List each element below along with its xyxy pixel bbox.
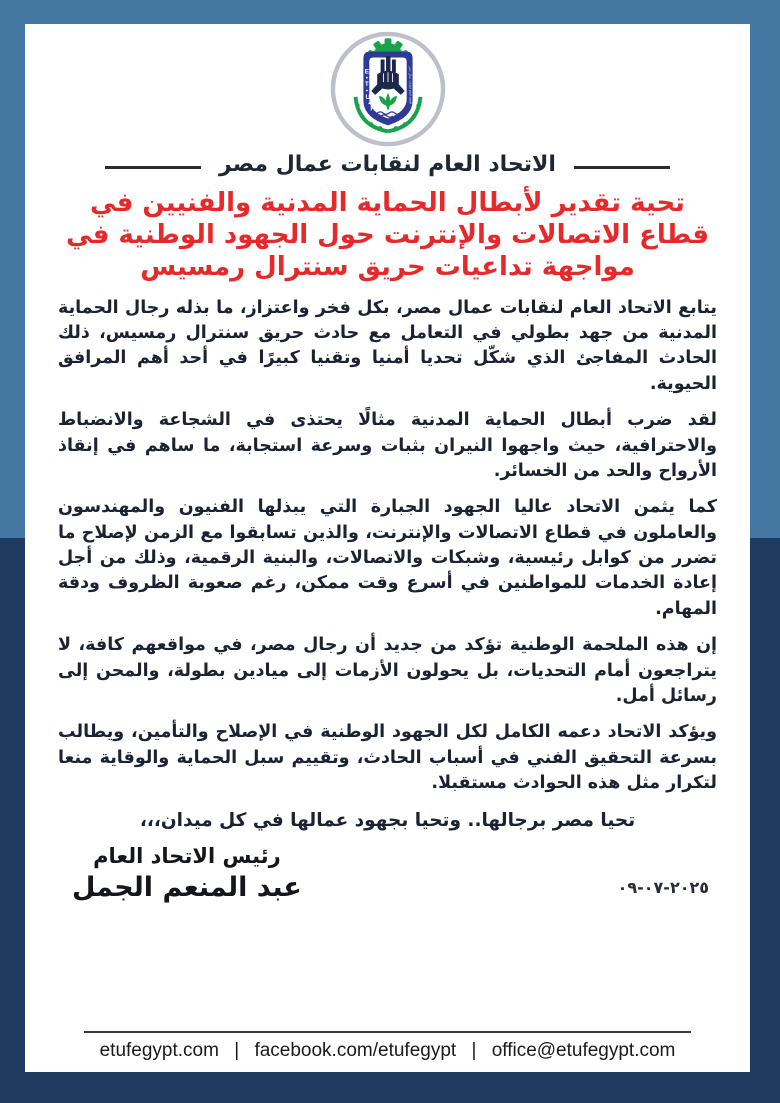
statement-content [25, 24, 750, 1072]
svg-text:E: E [364, 68, 369, 76]
header-rule-left [105, 166, 201, 169]
org-header [58, 152, 717, 177]
etuf-logo [327, 30, 449, 148]
signature-title: رئيس الاتحاد العام [93, 844, 281, 869]
body-paragraph: ويؤكد الاتحاد دعمه الكامل لكل الجهود الوطنية في الإصلاح والتأمين، ويطالب بسرعة التحقيق الفني في أسباب الحادث، وتقييم سبل الحماية والوقاية منعا لتكرار مثل هذه الحوادث مستقبلا. [58, 722, 717, 794]
statement-body [58, 296, 717, 808]
statement-title [58, 187, 717, 284]
svg-text:F: F [369, 105, 374, 113]
body-paragraph: كما يثمن الاتحاد عاليا الجهود الجبارة التي يبذلها الفنيون والمهندسون والعاملون في قطاع الاتصالات والإنترنت، والذين تسابقوا مع الزمن لإصلاح ما تضرر من كوابل رئيسية، وشبكات والاتصالات، والبنية الرقمية، وذلك من أجل إعادة الخدمات للمواطنين في أسرع وقت ممكن، رغم صعوبة الظروف ودقة المهام. [58, 497, 717, 619]
website-link: etufegypt.com [99, 1040, 219, 1061]
closing-line: تحيا مصر برجالها.. وتحيا بجهود عمالها في كل ميدان،،، [139, 810, 636, 832]
svg-text:U: U [365, 93, 370, 101]
etuf-logo-icon [327, 30, 449, 148]
footer-contacts [58, 1033, 717, 1064]
facebook-link: facebook.com/etufegypt [254, 1040, 457, 1061]
body-paragraph: يتابع الاتحاد العام لنقابات عمال مصر، بكل فخر واعتزاز، ما بذله رجال الحماية المدنية من جهد بطولي في التعامل مع حادث حريق سنترال رمسيس، ذلك الحادث المفاجئ الذي شكّل تحديا أمنيا وتقنيا كبيرًا في أحد أهم المرافق الحيوية. [58, 297, 717, 394]
statement-date: ٢٠٢٥-٠٧-٠٩ [617, 877, 709, 897]
body-paragraph: إن هذه الملحمة الوطنية تؤكد من جديد أن رجال مصر، في مواقعهم كافة، لا يتراجعون أمام التحديات، بل يحولون الأزمات إلى ميادين بطولة، والمحن إلى رسائل أمل. [58, 635, 717, 706]
body-paragraph: لقد ضرب أبطال الحماية المدنية مثالًا يحتذى في الشجاعة والانضباط والاحترافية، حيث واجهوا النيران بثبات وسرعة استجابة، ما ساهم في إنقاذ الأرواح والحد من الخسائر. [58, 410, 717, 481]
footer-separator: | [471, 1040, 477, 1061]
header-rule-right [574, 166, 670, 169]
title-line: مواجهة تداعيات حريق سنترال رمسيس [140, 252, 635, 283]
svg-text:T: T [364, 81, 369, 89]
email-link: office@etufegypt.com [491, 1040, 676, 1061]
logo-side-text: الاتحاد العام لنقابات عمال مصر [408, 66, 413, 104]
title-line: تحية تقدير لأبطال الحماية المدنية والفنيين في [90, 188, 685, 218]
footer-separator: | [234, 1040, 240, 1061]
title-line: قطاع الاتصالات والإنترنت حول الجهود الوطنية في [66, 220, 709, 251]
footer [58, 1031, 717, 1065]
signature-block [72, 843, 302, 904]
signature-name: عبد المنعم الجمل [72, 871, 302, 903]
org-name: الاتحاد العام لنقابات عمال مصر [219, 152, 556, 177]
signature-row [58, 843, 717, 904]
